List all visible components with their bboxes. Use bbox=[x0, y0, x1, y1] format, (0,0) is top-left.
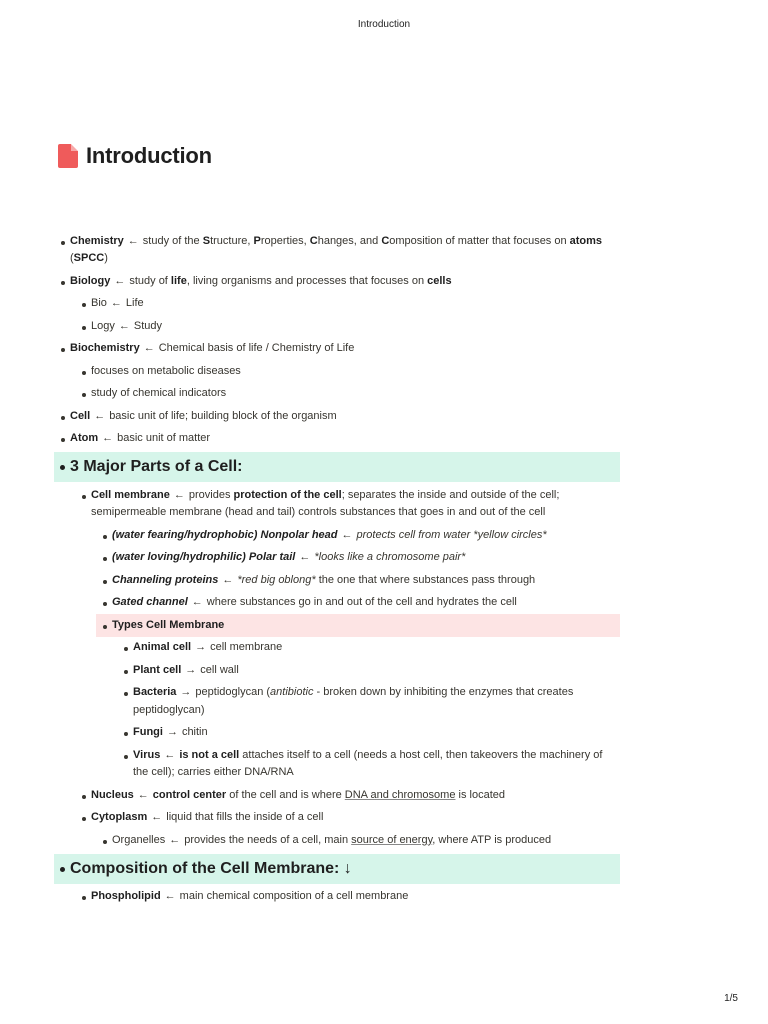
list-item-types-cell-membrane: Types Cell Membrane bbox=[96, 614, 620, 637]
list-item-indicators: study of chemical indicators bbox=[75, 383, 620, 406]
list-item-biochemistry: Biochemistry ← Chemical basis of life / Chemistry of Life bbox=[54, 338, 620, 361]
document-header-title: Introduction bbox=[357, 19, 411, 30]
list-item-polar-tail: (water loving/hydrophilic) Polar tail ← *looks like a chromosome pair* bbox=[96, 547, 620, 570]
list-item-bacteria: Bacteria → peptidoglycan (antibiotic - broken down by inhibiting the enzymes that creates peptidoglycan) bbox=[117, 682, 620, 722]
list-item-gated-channel: Gated channel ← where substances go in and out of the cell and hydrates the cell bbox=[96, 592, 620, 615]
list-item-virus: Virus ← is not a cell attaches itself to a cell (needs a host cell, then takeovers the machinery of the cell); carries either DNA/RNA bbox=[117, 744, 620, 784]
list-item-bio: Bio ← Life bbox=[75, 293, 620, 316]
page-title: Introduction bbox=[86, 143, 212, 168]
list-item-nonpolar-head: (water fearing/hydrophobic) Nonpolar head ← protects cell from water *yellow circles* bbox=[96, 524, 620, 547]
list-item-channeling-proteins: Channeling proteins ← *red big oblong* the one that where substances pass through bbox=[96, 569, 620, 592]
list-item-cell: Cell ← basic unit of life; building block of the organism bbox=[54, 405, 620, 428]
list-item-logy: Logy ← Study bbox=[75, 315, 620, 338]
notes-body bbox=[54, 230, 620, 908]
page-number: 1/5 bbox=[724, 993, 738, 1004]
list-item-fungi: Fungi → chitin bbox=[117, 722, 620, 745]
list-item-cytoplasm: Cytoplasm ← liquid that fills the inside of a cell bbox=[75, 807, 620, 830]
list-item-phospholipid: Phospholipid ← main chemical composition of a cell membrane bbox=[75, 886, 620, 909]
list-item-metabolic: focuses on metabolic diseases bbox=[75, 360, 620, 383]
list-item-chemistry: Chemistry ← study of the Structure, Properties, Changes, and Composition of matter that focuses on atoms (SPCC) bbox=[54, 230, 620, 270]
list-item-plant-cell: Plant cell → cell wall bbox=[117, 659, 620, 682]
list-item-biology: Biology ← study of life, living organisms and processes that focuses on cells bbox=[54, 270, 620, 293]
list-item-animal-cell: Animal cell → cell membrane bbox=[117, 637, 620, 660]
section-heading-composition: Composition of the Cell Membrane: ↓ bbox=[54, 854, 620, 884]
list-item-nucleus: Nucleus ← control center of the cell and is where DNA and chromosome is located bbox=[75, 784, 620, 807]
list-item-atom: Atom ← basic unit of matter bbox=[54, 428, 620, 451]
page-title-row bbox=[58, 143, 212, 169]
list-item-cell-membrane: Cell membrane ← provides protection of the cell; separates the inside and outside of the cell; semipermeable membrane (head and tail) controls substances that goes in and out of the cell bbox=[75, 484, 620, 524]
document-icon bbox=[58, 144, 78, 168]
section-heading-major-parts: 3 Major Parts of a Cell: bbox=[54, 452, 620, 482]
list-item-organelles: Organelles ← provides the needs of a cell, main source of energy, where ATP is produced bbox=[96, 829, 620, 852]
